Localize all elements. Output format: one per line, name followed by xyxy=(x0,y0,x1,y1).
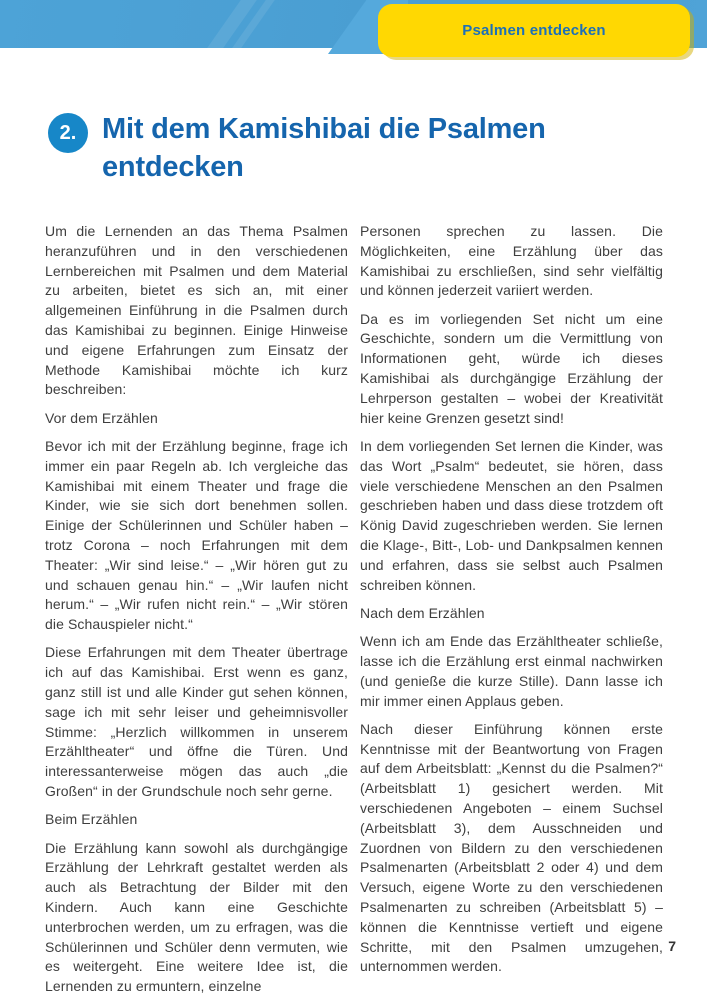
text-columns xyxy=(45,222,663,1000)
paragraph: Die Erzählung kann sowohl als durchgängige Erzählung der Lehrkraft gestaltet werden als auch als Betrachtung der Bilder mit den Kindern. Auch kann eine Geschichte unterbrochen werden, um zu erfragen, was die Schülerinnen und Schüler denn vermuten, wie es weitergeht. Eine weitere Idee ist, die Lernenden zu ermuntern, einzelne xyxy=(45,839,348,995)
page-number: 7 xyxy=(668,938,676,954)
chapter-number-badge xyxy=(48,113,88,153)
paragraph: Personen sprechen zu lassen. Die Möglichkeiten, eine Erzählung über das Kamishibai zu erschließen, sind sehr vielfältig und können jederzeit variiert werden. xyxy=(360,223,663,299)
paragraph: Da es im vorliegenden Set nicht um eine Geschichte, sondern um die Vermittlung von Informationen geht, würde ich dieses Kamishibai als durchgängige Erzählung der Lehrperson gestalten – wobei der Kreativität hier keine Grenzen gesetzt sind! xyxy=(360,310,663,426)
chapter-tab-label: Psalmen entdecken xyxy=(462,22,606,39)
column-left xyxy=(45,222,348,1000)
chapter-tab xyxy=(378,4,690,57)
paragraph: Um die Lernenden an das Thema Psalmen heranzuführen und in den verschiedenen Lernbereichen mit Psalmen und dem Material zu arbeiten, bietet es sich an, mit einer allgemeinen Einführung in die Psalmen durch das Kamishibai zu beginnen. Einige Hinweise und eigene Erfahrungen zum Einsatz der Methode Kamishibai möchte ich kurz beschreiben: xyxy=(45,223,348,398)
section-subheading: Nach dem Erzählen xyxy=(360,604,485,621)
paragraph: Nach dieser Einführung können erste Kenntnisse mit der Beantwortung von Fragen auf dem Arbeitsblatt: „Kennst du die Psalmen?“ (Arbeitsblatt 1) gesichert werden. Mit verschiedenen Angeboten – einem Suchsel (Arbeitsblatt 3), dem Ausschneiden und Zuordnen von Bildern zu den verschiedenen Psalmenarten (Arbeitsblatt 2 oder 4) und dem Versuch, eigene Worte zu den verschiedenen Psalmenarten zu schreiben (Arbeitsblatt 5) – können die Kenntnisse vertieft und eigene Schritte, mit den Psalmen umzugehen, unternommen werden. xyxy=(360,720,663,975)
chapter-number: 2. xyxy=(59,121,77,144)
paragraph: Wenn ich am Ende das Erzähltheater schließe, lasse ich die Erzählung erst einmal nachwirken (und genieße die kurze Stille). Dann lasse ich mir immer einen Applaus geben. xyxy=(360,633,663,709)
paragraph: Bevor ich mit der Erzählung beginne, frage ich immer ein paar Regeln ab. Ich vergleiche das Kamishibai mit einem Theater und frage die Kinder, wie sie sich dort benehmen sollen. Einige der Schülerinnen und Schüler haben – trotz Corona – noch Erfahrungen mit dem Theater: „Wir sind leise.“ – „Wir hören gut zu und schauen genau hin.“ – „Wir laufen nicht herum.“ – „Wir rufen nicht rein.“ – „Wir stören die Schauspieler nicht.“ xyxy=(45,437,348,633)
section-subheading: Vor dem Erzählen xyxy=(45,409,158,426)
paragraph: Diese Erfahrungen mit dem Theater übertrage ich auf das Kamishibai. Erst wenn es ganz, ganz still ist und alle Kinder gut sehen können, sage ich mit sehr leiser und geheimnisvoller Stimme: „Herzlich willkommen in unserem Erzähltheater“ und öffne die Türen. Und interessanterweise mögen das auch „die Großen“ in der Grundschule noch sehr gerne. xyxy=(45,644,348,800)
chapter-heading xyxy=(48,110,662,186)
section-subheading: Beim Erzählen xyxy=(45,811,138,828)
paragraph: In dem vorliegenden Set lernen die Kinder, was das Wort „Psalm“ bedeutet, sie hören, dass viele verschiedene Menschen an den Psalmen geschrieben haben und dass diese trotzdem oft König David zugeschrieben werden. Sie lernen die Klage-, Bitt-, Lob- und Dankpsalmen kennen und erfahren, dass sie selbst auch Psalmen schreiben können. xyxy=(360,437,663,593)
column-right xyxy=(360,222,663,1000)
page-title: Mit dem Kamishibai die Psalmen entdecken xyxy=(102,113,546,183)
